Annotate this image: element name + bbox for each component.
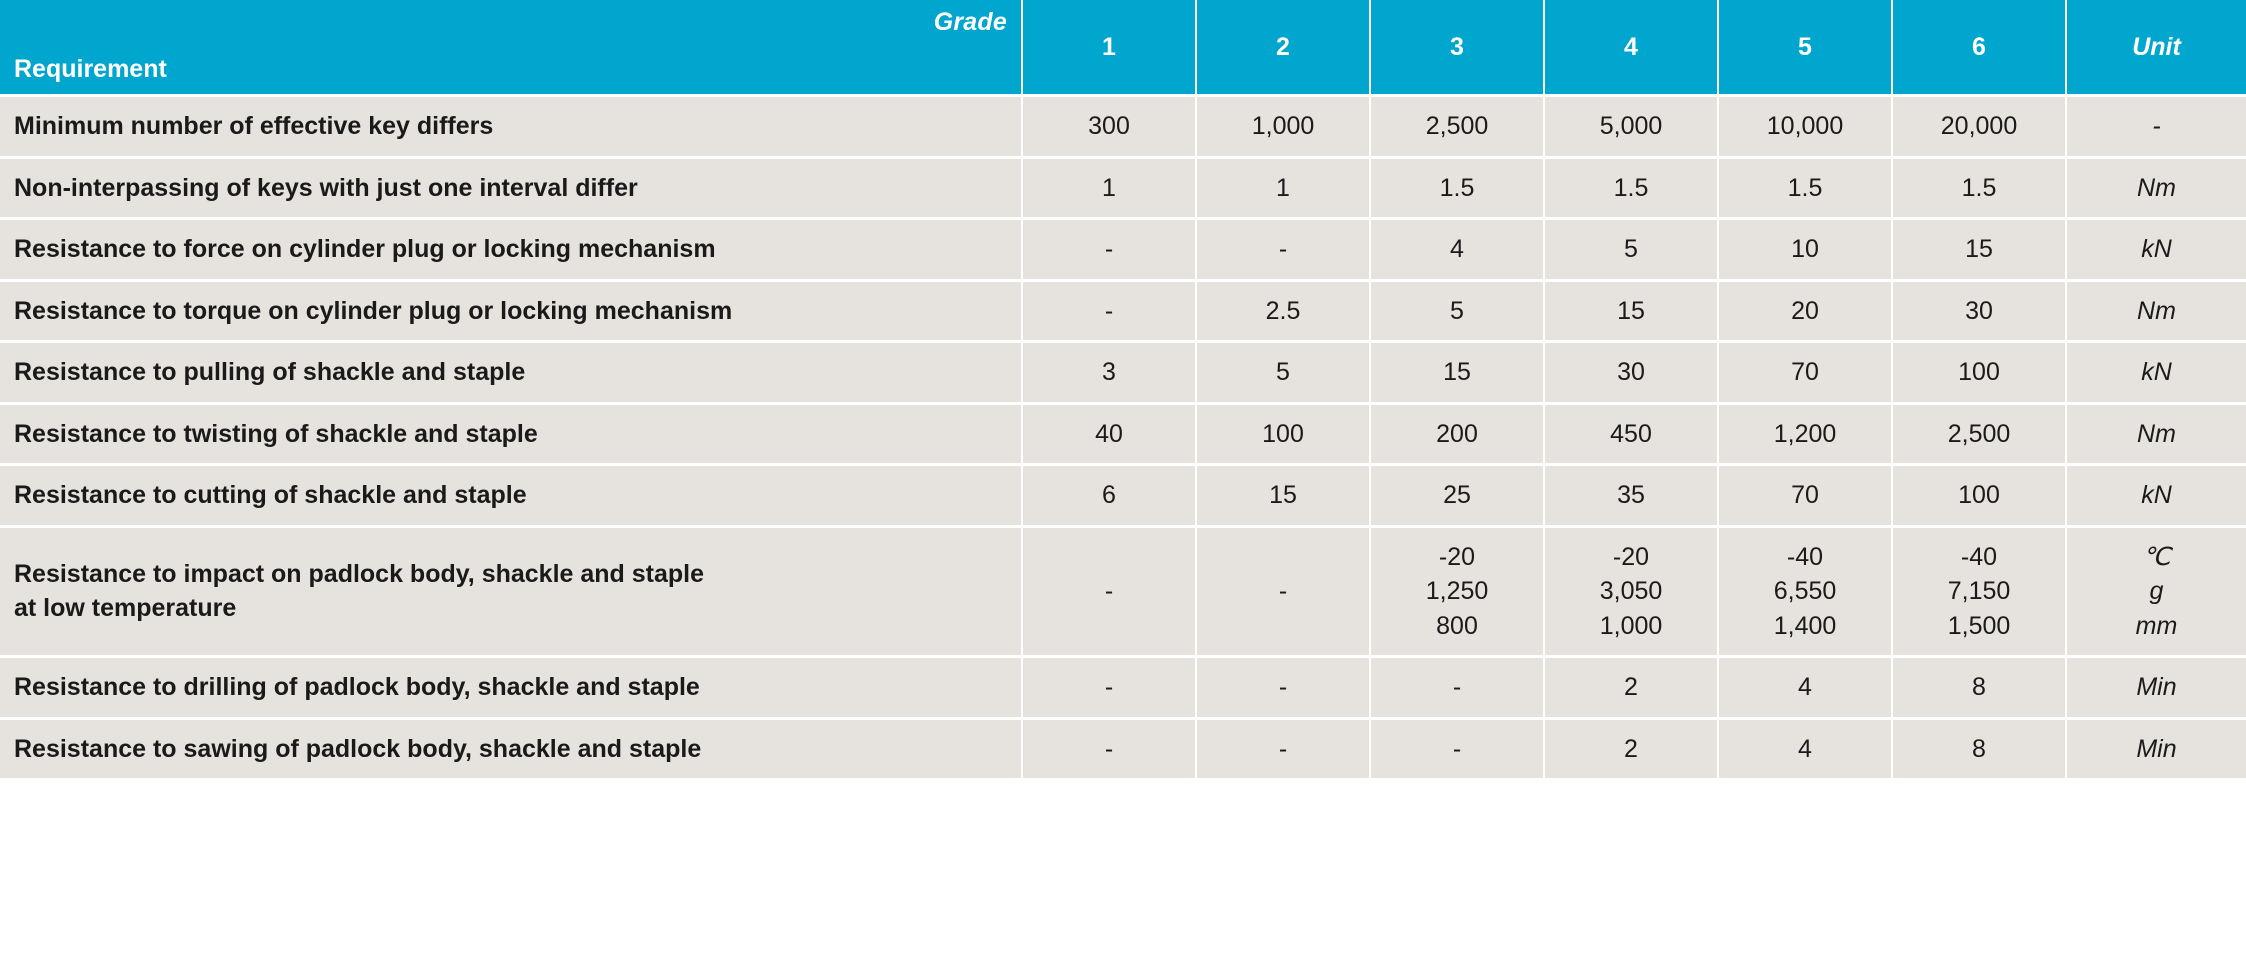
value-cell-grade-4: 15 bbox=[1544, 280, 1718, 342]
requirement-cell: Resistance to sawing of padlock body, shackle and staple bbox=[0, 718, 1022, 778]
value-cell-grade-3: -20 1,250 800 bbox=[1370, 526, 1544, 657]
requirement-cell: Non-interpassing of keys with just one interval differ bbox=[0, 157, 1022, 219]
requirement-cell: Resistance to impact on padlock body, shackle and staple at low temperature bbox=[0, 526, 1022, 657]
header-requirement-cell bbox=[0, 0, 1022, 96]
requirement-cell: Resistance to pulling of shackle and staple bbox=[0, 342, 1022, 404]
requirement-cell: Minimum number of effective key differs bbox=[0, 96, 1022, 158]
value-cell-grade-3: 4 bbox=[1370, 219, 1544, 281]
value-cell-grade-4: 1.5 bbox=[1544, 157, 1718, 219]
value-cell-grade-1: 1 bbox=[1022, 157, 1196, 219]
table-row bbox=[0, 526, 2246, 657]
value-cell-grade-3: 200 bbox=[1370, 403, 1544, 465]
value-cell-grade-4: 5,000 bbox=[1544, 96, 1718, 158]
value-cell-grade-3: 2,500 bbox=[1370, 96, 1544, 158]
requirement-cell: Resistance to force on cylinder plug or locking mechanism bbox=[0, 219, 1022, 281]
value-cell-grade-4: -20 3,050 1,000 bbox=[1544, 526, 1718, 657]
value-cell-grade-1: 3 bbox=[1022, 342, 1196, 404]
value-cell-grade-4: 2 bbox=[1544, 657, 1718, 719]
value-cell-grade-5: 10,000 bbox=[1718, 96, 1892, 158]
value-cell-grade-1: 6 bbox=[1022, 465, 1196, 527]
value-cell-grade-4: 5 bbox=[1544, 219, 1718, 281]
table-header bbox=[0, 0, 2246, 96]
table-body bbox=[0, 96, 2246, 779]
unit-cell: ℃ g mm bbox=[2066, 526, 2246, 657]
value-cell-grade-6: 100 bbox=[1892, 465, 2066, 527]
value-cell-grade-6: 100 bbox=[1892, 342, 2066, 404]
header-row bbox=[0, 0, 2246, 96]
requirement-cell: Resistance to cutting of shackle and staple bbox=[0, 465, 1022, 527]
table-row bbox=[0, 219, 2246, 281]
header-grade-label: Grade bbox=[933, 8, 1007, 36]
unit-cell: kN bbox=[2066, 219, 2246, 281]
value-cell-grade-3: 15 bbox=[1370, 342, 1544, 404]
value-cell-grade-4: 35 bbox=[1544, 465, 1718, 527]
unit-cell: Nm bbox=[2066, 403, 2246, 465]
value-cell-grade-1: - bbox=[1022, 718, 1196, 778]
value-cell-grade-3: - bbox=[1370, 657, 1544, 719]
value-cell-grade-4: 2 bbox=[1544, 718, 1718, 778]
value-cell-grade-3: 25 bbox=[1370, 465, 1544, 527]
requirement-cell: Resistance to drilling of padlock body, shackle and staple bbox=[0, 657, 1022, 719]
value-cell-grade-5: 4 bbox=[1718, 718, 1892, 778]
table-row bbox=[0, 342, 2246, 404]
table-row bbox=[0, 718, 2246, 778]
requirement-cell: Resistance to twisting of shackle and staple bbox=[0, 403, 1022, 465]
header-grade-4: 4 bbox=[1544, 0, 1718, 96]
header-grade-3: 3 bbox=[1370, 0, 1544, 96]
unit-cell: Min bbox=[2066, 657, 2246, 719]
header-grade-5: 5 bbox=[1718, 0, 1892, 96]
value-cell-grade-2: - bbox=[1196, 526, 1370, 657]
value-cell-grade-6: 1.5 bbox=[1892, 157, 2066, 219]
value-cell-grade-6: 20,000 bbox=[1892, 96, 2066, 158]
value-cell-grade-2: 5 bbox=[1196, 342, 1370, 404]
value-cell-grade-3: 5 bbox=[1370, 280, 1544, 342]
value-cell-grade-1: - bbox=[1022, 219, 1196, 281]
value-cell-grade-3: 1.5 bbox=[1370, 157, 1544, 219]
value-cell-grade-2: - bbox=[1196, 718, 1370, 778]
value-cell-grade-4: 30 bbox=[1544, 342, 1718, 404]
table-row bbox=[0, 280, 2246, 342]
value-cell-grade-5: 20 bbox=[1718, 280, 1892, 342]
value-cell-grade-1: 40 bbox=[1022, 403, 1196, 465]
value-cell-grade-2: 1,000 bbox=[1196, 96, 1370, 158]
value-cell-grade-6: 2,500 bbox=[1892, 403, 2066, 465]
value-cell-grade-6: 30 bbox=[1892, 280, 2066, 342]
header-grade-2: 2 bbox=[1196, 0, 1370, 96]
header-grade-1: 1 bbox=[1022, 0, 1196, 96]
value-cell-grade-2: - bbox=[1196, 657, 1370, 719]
requirement-cell: Resistance to torque on cylinder plug or locking mechanism bbox=[0, 280, 1022, 342]
table-row bbox=[0, 465, 2246, 527]
value-cell-grade-6: 8 bbox=[1892, 657, 2066, 719]
value-cell-grade-2: - bbox=[1196, 219, 1370, 281]
header-grade-6: 6 bbox=[1892, 0, 2066, 96]
unit-cell: Nm bbox=[2066, 280, 2246, 342]
value-cell-grade-2: 100 bbox=[1196, 403, 1370, 465]
unit-cell: Nm bbox=[2066, 157, 2246, 219]
value-cell-grade-6: 15 bbox=[1892, 219, 2066, 281]
value-cell-grade-2: 1 bbox=[1196, 157, 1370, 219]
header-requirement-label: Requirement bbox=[14, 55, 167, 83]
value-cell-grade-1: - bbox=[1022, 526, 1196, 657]
header-unit-label: Unit bbox=[2066, 0, 2246, 96]
value-cell-grade-5: 10 bbox=[1718, 219, 1892, 281]
unit-cell: kN bbox=[2066, 342, 2246, 404]
value-cell-grade-1: 300 bbox=[1022, 96, 1196, 158]
table-row bbox=[0, 403, 2246, 465]
value-cell-grade-1: - bbox=[1022, 280, 1196, 342]
value-cell-grade-5: -40 6,550 1,400 bbox=[1718, 526, 1892, 657]
value-cell-grade-2: 2.5 bbox=[1196, 280, 1370, 342]
value-cell-grade-5: 70 bbox=[1718, 342, 1892, 404]
table-row bbox=[0, 157, 2246, 219]
value-cell-grade-1: - bbox=[1022, 657, 1196, 719]
unit-cell: - bbox=[2066, 96, 2246, 158]
table-row bbox=[0, 96, 2246, 158]
table-row bbox=[0, 657, 2246, 719]
value-cell-grade-6: 8 bbox=[1892, 718, 2066, 778]
unit-cell: kN bbox=[2066, 465, 2246, 527]
unit-cell: Min bbox=[2066, 718, 2246, 778]
value-cell-grade-5: 1.5 bbox=[1718, 157, 1892, 219]
value-cell-grade-3: - bbox=[1370, 718, 1544, 778]
value-cell-grade-2: 15 bbox=[1196, 465, 1370, 527]
value-cell-grade-6: -40 7,150 1,500 bbox=[1892, 526, 2066, 657]
value-cell-grade-4: 450 bbox=[1544, 403, 1718, 465]
value-cell-grade-5: 1,200 bbox=[1718, 403, 1892, 465]
value-cell-grade-5: 70 bbox=[1718, 465, 1892, 527]
value-cell-grade-5: 4 bbox=[1718, 657, 1892, 719]
